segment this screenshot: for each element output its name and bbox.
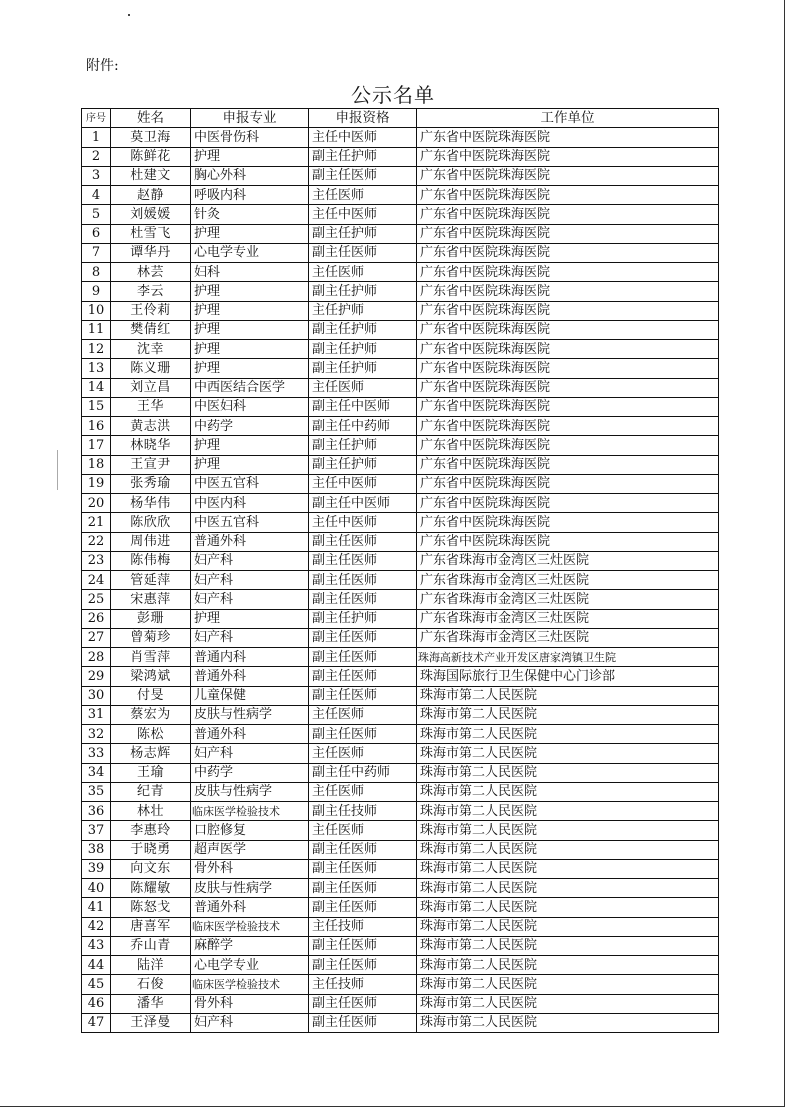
table-row xyxy=(82,628,719,647)
cell-qualification: 主任中医师 xyxy=(309,474,417,493)
table-row xyxy=(82,994,719,1013)
cell-workplace: 珠海市第二人民医院 xyxy=(417,956,719,975)
cell-qualification: 副主任技师 xyxy=(309,802,417,821)
cell-name: 赵静 xyxy=(111,186,191,205)
cell-name: 陈鲜花 xyxy=(111,147,191,166)
cell-workplace: 广东省中医院珠海医院 xyxy=(417,397,719,416)
cell-workplace: 广东省中医院珠海医院 xyxy=(417,320,719,339)
cell-name: 樊倩红 xyxy=(111,320,191,339)
cell-name: 纪青 xyxy=(111,782,191,801)
cell-qualification: 副主任医师 xyxy=(309,879,417,898)
cell-specialty: 呼吸内科 xyxy=(191,186,309,205)
cell-qualification: 副主任医师 xyxy=(309,667,417,686)
cell-name: 谭华丹 xyxy=(111,243,191,262)
cell-workplace: 广东省中医院珠海医院 xyxy=(417,263,719,282)
cell-workplace: 广东省中医院珠海医院 xyxy=(417,186,719,205)
table-row xyxy=(82,532,719,551)
cell-specialty: 普通外科 xyxy=(191,725,309,744)
cell-index: 15 xyxy=(82,397,111,416)
cell-qualification: 副主任医师 xyxy=(309,648,417,667)
cell-index: 26 xyxy=(82,609,111,628)
table-row xyxy=(82,590,719,609)
cell-qualification: 副主任中医师 xyxy=(309,494,417,513)
cell-index: 46 xyxy=(82,994,111,1013)
table-row xyxy=(82,436,719,455)
cell-workplace: 广东省中医院珠海医院 xyxy=(417,494,719,513)
cell-name: 王华 xyxy=(111,397,191,416)
cell-specialty: 中医五官科 xyxy=(191,513,309,532)
cell-name: 唐喜军 xyxy=(111,917,191,936)
cell-index: 21 xyxy=(82,513,111,532)
roster-table xyxy=(81,108,719,1033)
cell-qualification: 副主任医师 xyxy=(309,725,417,744)
cell-specialty: 中西医结合医学 xyxy=(191,378,309,397)
cell-name: 王瑜 xyxy=(111,763,191,782)
cell-qualification: 副主任医师 xyxy=(309,956,417,975)
cell-specialty: 妇产科 xyxy=(191,744,309,763)
cell-name: 乔山青 xyxy=(111,936,191,955)
attachment-label: 附件: xyxy=(86,58,119,74)
cell-workplace: 广东省中医院珠海医院 xyxy=(417,243,719,262)
cell-specialty: 中医五官科 xyxy=(191,474,309,493)
cell-name: 陈松 xyxy=(111,725,191,744)
table-row xyxy=(82,609,719,628)
cell-qualification: 副主任医师 xyxy=(309,243,417,262)
table-row xyxy=(82,474,719,493)
cell-index: 35 xyxy=(82,782,111,801)
cell-specialty: 护理 xyxy=(191,436,309,455)
cell-qualification: 副主任医师 xyxy=(309,590,417,609)
table-row xyxy=(82,686,719,705)
cell-index: 7 xyxy=(82,243,111,262)
table-row xyxy=(82,282,719,301)
cell-specialty: 护理 xyxy=(191,147,309,166)
cell-name: 陈伟梅 xyxy=(111,551,191,570)
table-row xyxy=(82,956,719,975)
cell-qualification: 副主任护师 xyxy=(309,320,417,339)
cell-specialty: 普通内科 xyxy=(191,648,309,667)
cell-workplace: 广东省中医院珠海医院 xyxy=(417,147,719,166)
cell-name: 张秀瑜 xyxy=(111,474,191,493)
cell-workplace: 广东省中医院珠海医院 xyxy=(417,359,719,378)
cell-workplace: 广东省珠海市金湾区三灶医院 xyxy=(417,551,719,570)
table-row xyxy=(82,840,719,859)
cell-index: 41 xyxy=(82,898,111,917)
cell-index: 14 xyxy=(82,378,111,397)
cell-index: 30 xyxy=(82,686,111,705)
cell-specialty: 护理 xyxy=(191,301,309,320)
table-row xyxy=(82,359,719,378)
cell-specialty: 骨外科 xyxy=(191,859,309,878)
cell-index: 5 xyxy=(82,205,111,224)
cell-specialty: 麻醉学 xyxy=(191,936,309,955)
cell-index: 43 xyxy=(82,936,111,955)
table-row xyxy=(82,301,719,320)
cell-index: 45 xyxy=(82,975,111,994)
cell-name: 肖雪萍 xyxy=(111,648,191,667)
cell-qualification: 主任技师 xyxy=(309,917,417,936)
cell-name: 彭珊 xyxy=(111,609,191,628)
cell-name: 王泽曼 xyxy=(111,1013,191,1032)
cell-qualification: 副主任医师 xyxy=(309,994,417,1013)
cell-specialty: 护理 xyxy=(191,340,309,359)
header-qualification: 申报资格 xyxy=(309,109,417,128)
cell-specialty: 临床医学检验技术 xyxy=(191,802,309,821)
cell-specialty: 护理 xyxy=(191,320,309,339)
cell-specialty: 心电学专业 xyxy=(191,956,309,975)
cell-qualification: 主任中医师 xyxy=(309,128,417,147)
cell-qualification: 副主任护师 xyxy=(309,359,417,378)
cell-qualification: 副主任医师 xyxy=(309,898,417,917)
cell-specialty: 妇产科 xyxy=(191,551,309,570)
cell-index: 19 xyxy=(82,474,111,493)
cell-workplace: 珠海市第二人民医院 xyxy=(417,898,719,917)
cell-name: 周伟进 xyxy=(111,532,191,551)
cell-workplace: 广东省中医院珠海医院 xyxy=(417,128,719,147)
cell-index: 16 xyxy=(82,417,111,436)
cell-specialty: 普通外科 xyxy=(191,667,309,686)
cell-name: 陈怒戈 xyxy=(111,898,191,917)
cell-name: 杜建文 xyxy=(111,166,191,185)
cell-name: 王伶莉 xyxy=(111,301,191,320)
cell-name: 陈义珊 xyxy=(111,359,191,378)
table-row xyxy=(82,205,719,224)
cell-index: 23 xyxy=(82,551,111,570)
cell-qualification: 副主任医师 xyxy=(309,166,417,185)
cell-qualification: 副主任中医师 xyxy=(309,397,417,416)
cell-workplace: 广东省中医院珠海医院 xyxy=(417,205,719,224)
header-specialty: 申报专业 xyxy=(191,109,309,128)
cell-index: 37 xyxy=(82,821,111,840)
cell-workplace: 广东省中医院珠海医院 xyxy=(417,513,719,532)
cell-specialty: 中药学 xyxy=(191,763,309,782)
table-row xyxy=(82,725,719,744)
table-row xyxy=(82,1013,719,1032)
cell-workplace: 广东省中医院珠海医院 xyxy=(417,455,719,474)
cell-workplace: 珠海市第二人民医院 xyxy=(417,821,719,840)
cell-index: 36 xyxy=(82,802,111,821)
cell-qualification: 主任医师 xyxy=(309,263,417,282)
cell-index: 8 xyxy=(82,263,111,282)
table-header-row xyxy=(82,109,719,128)
cell-qualification: 主任医师 xyxy=(309,186,417,205)
table-row xyxy=(82,417,719,436)
cell-specialty: 口腔修复 xyxy=(191,821,309,840)
cell-index: 10 xyxy=(82,301,111,320)
cell-specialty: 妇产科 xyxy=(191,628,309,647)
cell-qualification: 副主任护师 xyxy=(309,147,417,166)
table-row xyxy=(82,975,719,994)
cell-name: 向文东 xyxy=(111,859,191,878)
cell-qualification: 副主任中药师 xyxy=(309,417,417,436)
cell-index: 31 xyxy=(82,705,111,724)
cell-qualification: 主任技师 xyxy=(309,975,417,994)
cell-qualification: 副主任护师 xyxy=(309,340,417,359)
table-row xyxy=(82,263,719,282)
cell-workplace: 广东省珠海市金湾区三灶医院 xyxy=(417,628,719,647)
cell-workplace: 广东省珠海市金湾区三灶医院 xyxy=(417,590,719,609)
cell-index: 1 xyxy=(82,128,111,147)
cell-workplace: 广东省中医院珠海医院 xyxy=(417,340,719,359)
cell-index: 32 xyxy=(82,725,111,744)
cell-qualification: 主任医师 xyxy=(309,782,417,801)
cell-index: 22 xyxy=(82,532,111,551)
table-row xyxy=(82,802,719,821)
cell-index: 27 xyxy=(82,628,111,647)
cell-specialty: 妇产科 xyxy=(191,590,309,609)
table-row xyxy=(82,763,719,782)
cell-name: 李惠玲 xyxy=(111,821,191,840)
cell-index: 42 xyxy=(82,917,111,936)
table-row xyxy=(82,859,719,878)
table-row xyxy=(82,513,719,532)
cell-workplace: 珠海市第二人民医院 xyxy=(417,917,719,936)
cell-workplace: 广东省中医院珠海医院 xyxy=(417,224,719,243)
cell-index: 2 xyxy=(82,147,111,166)
cell-workplace: 珠海市第二人民医院 xyxy=(417,859,719,878)
cell-name: 沈幸 xyxy=(111,340,191,359)
table-row xyxy=(82,186,719,205)
cell-workplace: 珠海市第二人民医院 xyxy=(417,994,719,1013)
cell-name: 林芸 xyxy=(111,263,191,282)
cell-index: 13 xyxy=(82,359,111,378)
cell-name: 宋惠萍 xyxy=(111,590,191,609)
cell-qualification: 副主任护师 xyxy=(309,609,417,628)
cell-index: 11 xyxy=(82,320,111,339)
cell-specialty: 针灸 xyxy=(191,205,309,224)
cell-qualification: 副主任医师 xyxy=(309,628,417,647)
cell-index: 20 xyxy=(82,494,111,513)
cell-name: 管延萍 xyxy=(111,571,191,590)
cell-specialty: 临床医学检验技术 xyxy=(191,975,309,994)
table-row xyxy=(82,243,719,262)
cell-qualification: 副主任医师 xyxy=(309,859,417,878)
cell-specialty: 护理 xyxy=(191,282,309,301)
cell-qualification: 主任医师 xyxy=(309,821,417,840)
cell-name: 陈耀敏 xyxy=(111,879,191,898)
scan-speck xyxy=(128,14,130,16)
cell-specialty: 中医骨伤科 xyxy=(191,128,309,147)
table-row xyxy=(82,224,719,243)
cell-index: 3 xyxy=(82,166,111,185)
table-row xyxy=(82,147,719,166)
cell-workplace: 珠海市第二人民医院 xyxy=(417,763,719,782)
table-row xyxy=(82,455,719,474)
table-row xyxy=(82,378,719,397)
cell-specialty: 护理 xyxy=(191,224,309,243)
cell-specialty: 妇科 xyxy=(191,263,309,282)
cell-index: 4 xyxy=(82,186,111,205)
cell-workplace: 珠海高新技术产业开发区唐家湾镇卫生院 xyxy=(417,648,719,667)
cell-specialty: 妇产科 xyxy=(191,1013,309,1032)
cell-specialty: 护理 xyxy=(191,455,309,474)
cell-workplace: 珠海市第二人民医院 xyxy=(417,975,719,994)
cell-name: 杨华伟 xyxy=(111,494,191,513)
cell-workplace: 珠海市第二人民医院 xyxy=(417,782,719,801)
cell-name: 蔡宏为 xyxy=(111,705,191,724)
cell-qualification: 副主任护师 xyxy=(309,224,417,243)
cell-workplace: 广东省珠海市金湾区三灶医院 xyxy=(417,609,719,628)
cell-name: 李云 xyxy=(111,282,191,301)
cell-qualification: 主任医师 xyxy=(309,378,417,397)
cell-qualification: 副主任医师 xyxy=(309,532,417,551)
cell-workplace: 珠海市第二人民医院 xyxy=(417,879,719,898)
header-index: 序号 xyxy=(82,109,111,128)
table-row xyxy=(82,705,719,724)
cell-name: 黄志洪 xyxy=(111,417,191,436)
cell-name: 王宣尹 xyxy=(111,455,191,474)
cell-specialty: 中医内科 xyxy=(191,494,309,513)
cell-name: 于晓勇 xyxy=(111,840,191,859)
cell-qualification: 副主任医师 xyxy=(309,686,417,705)
page-title: 公示名单 xyxy=(351,83,435,107)
cell-index: 33 xyxy=(82,744,111,763)
cell-index: 24 xyxy=(82,571,111,590)
table-row xyxy=(82,551,719,570)
cell-index: 18 xyxy=(82,455,111,474)
cell-name: 杜雪飞 xyxy=(111,224,191,243)
cell-index: 38 xyxy=(82,840,111,859)
cell-qualification: 主任医师 xyxy=(309,705,417,724)
cell-workplace: 广东省中医院珠海医院 xyxy=(417,417,719,436)
cell-name: 刘立昌 xyxy=(111,378,191,397)
cell-qualification: 主任医师 xyxy=(309,744,417,763)
cell-workplace: 珠海市第二人民医院 xyxy=(417,725,719,744)
cell-workplace: 广东省中医院珠海医院 xyxy=(417,436,719,455)
cell-name: 梁鸿斌 xyxy=(111,667,191,686)
table-row xyxy=(82,340,719,359)
header-name: 姓名 xyxy=(111,109,191,128)
cell-qualification: 副主任医师 xyxy=(309,571,417,590)
cell-workplace: 珠海市第二人民医院 xyxy=(417,936,719,955)
cell-qualification: 主任中医师 xyxy=(309,205,417,224)
cell-index: 47 xyxy=(82,1013,111,1032)
cell-index: 9 xyxy=(82,282,111,301)
cell-qualification: 主任中医师 xyxy=(309,513,417,532)
cell-specialty: 中药学 xyxy=(191,417,309,436)
table-row xyxy=(82,667,719,686)
cell-workplace: 广东省中医院珠海医院 xyxy=(417,166,719,185)
cell-specialty: 普通外科 xyxy=(191,532,309,551)
cell-index: 28 xyxy=(82,648,111,667)
cell-workplace: 广东省中医院珠海医院 xyxy=(417,301,719,320)
cell-index: 44 xyxy=(82,956,111,975)
cell-specialty: 皮肤与性病学 xyxy=(191,782,309,801)
table-row xyxy=(82,166,719,185)
cell-qualification: 副主任护师 xyxy=(309,455,417,474)
table-row xyxy=(82,821,719,840)
cell-workplace: 珠海市第二人民医院 xyxy=(417,840,719,859)
cell-workplace: 广东省中医院珠海医院 xyxy=(417,474,719,493)
table-row xyxy=(82,879,719,898)
cell-qualification: 副主任中药师 xyxy=(309,763,417,782)
cell-specialty: 心电学专业 xyxy=(191,243,309,262)
cell-index: 39 xyxy=(82,859,111,878)
cell-specialty: 超声医学 xyxy=(191,840,309,859)
cell-qualification: 副主任医师 xyxy=(309,840,417,859)
table-row xyxy=(82,494,719,513)
cell-name: 曾菊珍 xyxy=(111,628,191,647)
table-row xyxy=(82,936,719,955)
cell-workplace: 珠海市第二人民医院 xyxy=(417,1013,719,1032)
cell-specialty: 骨外科 xyxy=(191,994,309,1013)
cell-workplace: 珠海市第二人民医院 xyxy=(417,705,719,724)
table-row xyxy=(82,571,719,590)
cell-specialty: 普通外科 xyxy=(191,898,309,917)
cell-index: 12 xyxy=(82,340,111,359)
cell-name: 林壮 xyxy=(111,802,191,821)
table-row xyxy=(82,648,719,667)
cell-name: 陆洋 xyxy=(111,956,191,975)
cell-specialty: 临床医学检验技术 xyxy=(191,917,309,936)
cell-name: 林晓华 xyxy=(111,436,191,455)
cell-workplace: 广东省珠海市金湾区三灶医院 xyxy=(417,571,719,590)
cell-index: 6 xyxy=(82,224,111,243)
cell-qualification: 主任护师 xyxy=(309,301,417,320)
cell-name: 杨志辉 xyxy=(111,744,191,763)
table-row xyxy=(82,782,719,801)
cell-name: 陈欣欣 xyxy=(111,513,191,532)
cell-specialty: 护理 xyxy=(191,359,309,378)
cell-qualification: 副主任医师 xyxy=(309,551,417,570)
cell-workplace: 广东省中医院珠海医院 xyxy=(417,532,719,551)
cell-workplace: 广东省中医院珠海医院 xyxy=(417,378,719,397)
cell-specialty: 皮肤与性病学 xyxy=(191,705,309,724)
table-row xyxy=(82,917,719,936)
cell-index: 29 xyxy=(82,667,111,686)
cell-index: 40 xyxy=(82,879,111,898)
cell-index: 17 xyxy=(82,436,111,455)
cell-qualification: 副主任护师 xyxy=(309,282,417,301)
cell-name: 莫卫海 xyxy=(111,128,191,147)
cell-qualification: 副主任医师 xyxy=(309,1013,417,1032)
cell-name: 石俊 xyxy=(111,975,191,994)
table-body xyxy=(82,128,719,1033)
cell-workplace: 珠海国际旅行卫生保健中心门诊部 xyxy=(417,667,719,686)
scan-mark xyxy=(57,450,58,490)
table-row xyxy=(82,397,719,416)
cell-index: 25 xyxy=(82,590,111,609)
cell-index: 34 xyxy=(82,763,111,782)
table-row xyxy=(82,320,719,339)
cell-workplace: 广东省中医院珠海医院 xyxy=(417,282,719,301)
cell-workplace: 珠海市第二人民医院 xyxy=(417,686,719,705)
cell-name: 刘媛媛 xyxy=(111,205,191,224)
cell-specialty: 儿童保健 xyxy=(191,686,309,705)
cell-specialty: 护理 xyxy=(191,609,309,628)
cell-specialty: 胸心外科 xyxy=(191,166,309,185)
cell-specialty: 妇产科 xyxy=(191,571,309,590)
cell-qualification: 副主任护师 xyxy=(309,436,417,455)
cell-specialty: 中医妇科 xyxy=(191,397,309,416)
table-row xyxy=(82,898,719,917)
cell-specialty: 皮肤与性病学 xyxy=(191,879,309,898)
table-row xyxy=(82,128,719,147)
header-workplace: 工作单位 xyxy=(417,109,719,128)
table-row xyxy=(82,744,719,763)
cell-workplace: 珠海市第二人民医院 xyxy=(417,802,719,821)
cell-name: 潘华 xyxy=(111,994,191,1013)
cell-workplace: 珠海市第二人民医院 xyxy=(417,744,719,763)
cell-qualification: 副主任医师 xyxy=(309,936,417,955)
cell-name: 付旻 xyxy=(111,686,191,705)
